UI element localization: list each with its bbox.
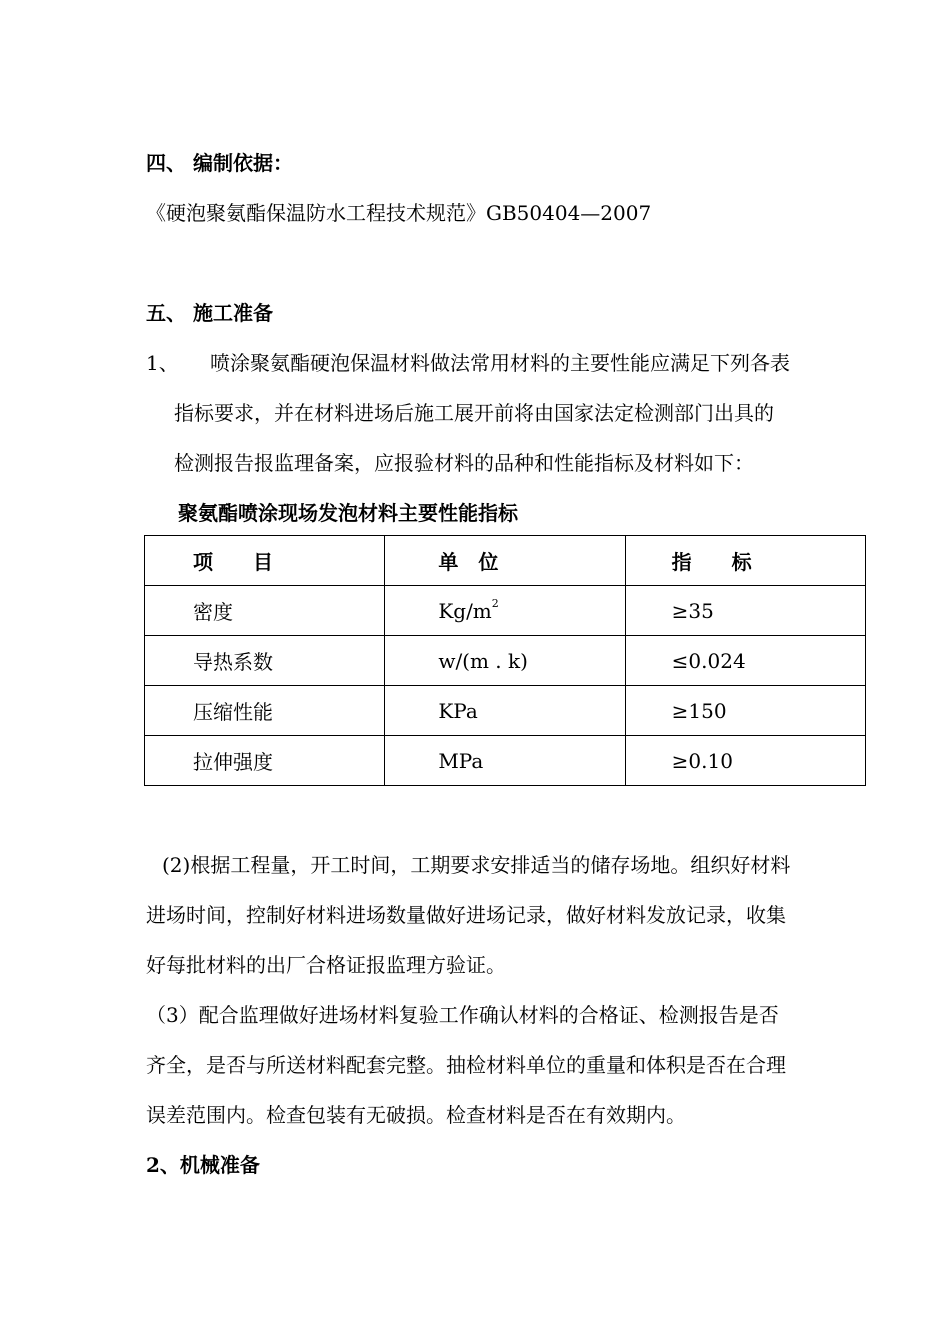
row-value: ≤0.024 [625, 636, 865, 686]
unit-superscript: 2 [491, 596, 499, 610]
row-unit: KPa [385, 686, 625, 736]
table-title: 聚氨酯喷涂现场发泡材料主要性能指标 [178, 501, 518, 525]
item-2-heading: 2、机械准备 [146, 1153, 260, 1177]
row-unit: MPa [385, 736, 625, 786]
row-unit [385, 586, 625, 636]
table-header-row [145, 536, 866, 586]
row-value: ≥35 [625, 586, 865, 636]
paragraph-2-line-2: 进场时间，控制好材料进场数量做好进场记录，做好材料发放记录，收集 [146, 903, 786, 927]
table-row [145, 586, 866, 636]
row-value: ≥0.10 [625, 736, 865, 786]
section-5-heading: 五、 施工准备 [146, 301, 273, 325]
item-1-line-3: 检测报告报监理备案，应报验材料的品种和性能指标及材料如下： [174, 451, 754, 475]
paragraph-2-line-3: 好每批材料的出厂合格证报监理方验证。 [146, 953, 506, 977]
row-item: 压缩性能 [145, 686, 385, 736]
header-value: 指 标 [625, 536, 865, 586]
row-value: ≥150 [625, 686, 865, 736]
unit-base: Kg/m [438, 598, 492, 623]
paragraph-3-line-2: 齐全，是否与所送材料配套完整。抽检材料单位的重量和体积是否在合理 [146, 1053, 786, 1077]
item-1-line-2: 指标要求，并在材料进场后施工展开前将由国家法定检测部门出具的 [174, 401, 774, 425]
section-4-heading: 四、 编制依据： [146, 151, 293, 175]
row-unit: w/(m . k) [385, 636, 625, 686]
table-row [145, 636, 866, 686]
row-item: 密度 [145, 586, 385, 636]
item-1-line-1: 喷涂聚氨酯硬泡保温材料做法常用材料的主要性能应满足下列各表 [210, 351, 790, 375]
paragraph-3-line-1: （3）配合监理做好进场材料复验工作确认材料的合格证、检测报告是否 [146, 1003, 779, 1027]
table-row [145, 736, 866, 786]
standard-reference: 《硬泡聚氨酯保温防水工程技术规范》GB50404—2007 [146, 201, 652, 225]
row-item: 拉伸强度 [145, 736, 385, 786]
paragraph-2-line-1: (2)根据工程量，开工时间，工期要求安排适当的储存场地。组织好材料 [162, 853, 791, 877]
row-item: 导热系数 [145, 636, 385, 686]
header-unit: 单 位 [385, 536, 625, 586]
header-item: 项 目 [145, 536, 385, 586]
table-row [145, 686, 866, 736]
item-1-number: 1、 [146, 351, 179, 375]
performance-table [144, 535, 866, 786]
paragraph-3-line-3: 误差范围内。检查包装有无破损。检查材料是否在有效期内。 [146, 1103, 686, 1127]
